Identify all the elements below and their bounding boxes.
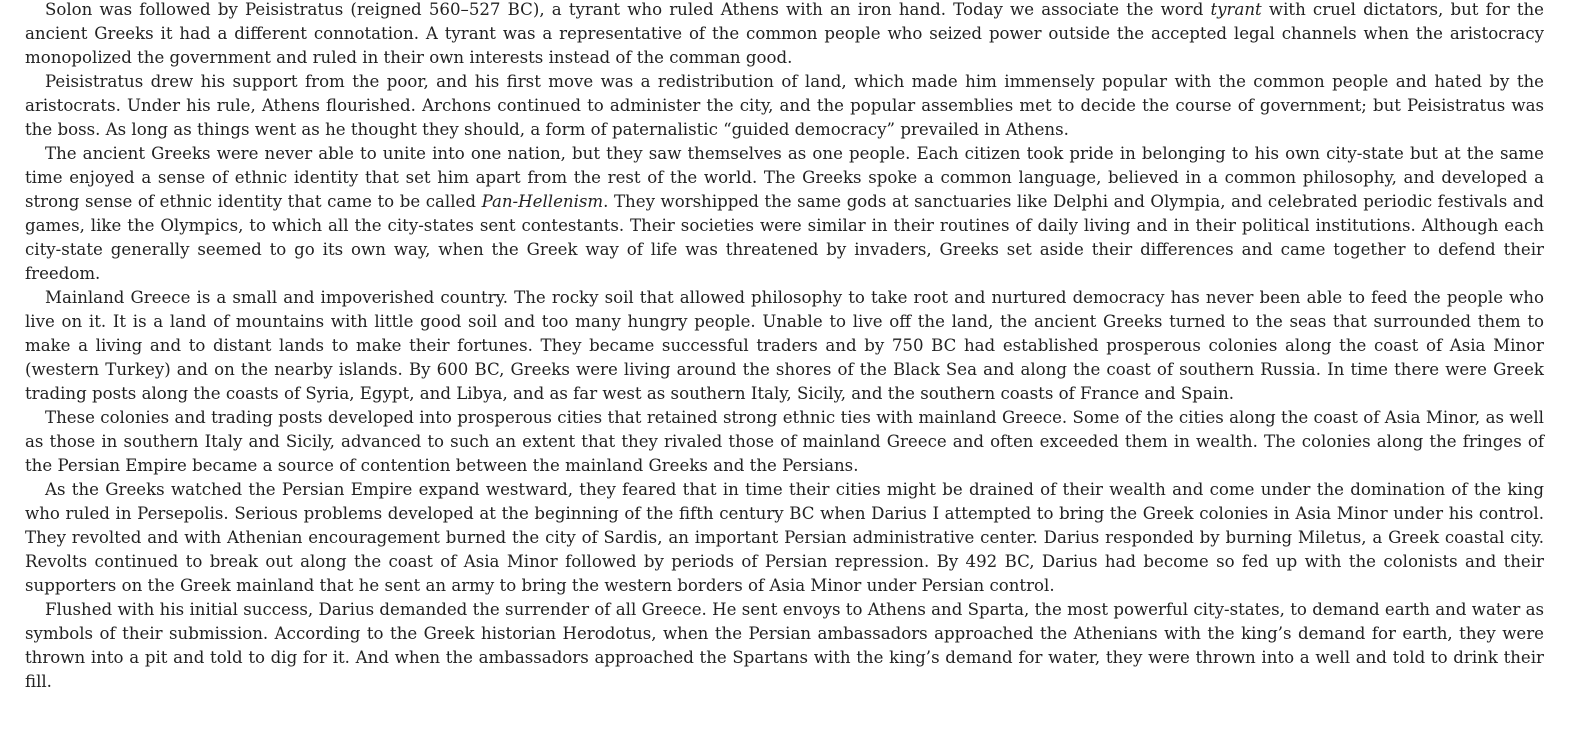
emphasis-tyrant: tyrant	[1210, 0, 1262, 19]
paragraph-pan-hellenism	[25, 142, 1544, 286]
paragraph-darius-demand	[25, 598, 1544, 694]
text-run: The ancient Greeks were never able to unite into one nation, but they saw themselves as one people. Each citizen took pride in belonging to his own city-state but at the same time enjoyed a sense of ethnic identity that set him apart from the rest of the world. The Greeks spoke a common language, believed in a common philosophy, and developed a strong sense of ethnic identity that came to be called	[25, 144, 1544, 211]
text-run: These colonies and trading posts developed into prosperous cities that retained strong ethnic ties with mainland Greece. Some of the cities along the coast of Asia Minor, as well as those in southern Italy and Sicily, advanced to such an extent that they rivaled those of mainland Greece and often exceeded them in wealth. The colonies along the fringes of the Persian Empire became a source of contention between the mainland Greeks and the Persians.	[25, 408, 1544, 475]
text-run: . They worshipped the same gods at sanctuaries like Delphi and Olympia, and celebrated periodic festivals and games, like the Olympics, to which all the city-states sent contestants. Their societies were similar in their routines of daily living and in their political institutions. Although each city-state generally seemed to go its own way, when the Greek way of life was threatened by invaders, Greeks set aside their differences and came together to defend their freedom.	[25, 192, 1545, 283]
text-run: As the Greeks watched the Persian Empire expand westward, they feared that in time their cities might be drained of their wealth and come under the domination of the king who ruled in Persepolis. Serious problems developed at the beginning of the fifth century BC when Darius I attempted to bring the Greek colonies in Asia Minor under his control. They revolted and with Athenian encouragement burned the city of Sardis, an important Persian administrative center. Darius responded by burning Miletus, a Greek coastal city. Revolts continued to break out along the coast of Asia Minor followed by periods of Persian repression. By 492 BC, Darius had become so fed up with the colonists and their supporters on the Greek mainland that he sent an army to bring the western borders of Asia Minor under Persian control.	[25, 480, 1544, 595]
paragraph-persian-empire	[25, 478, 1544, 598]
document-body	[25, 0, 1544, 694]
text-run: Flushed with his initial success, Darius demanded the surrender of all Greece. He sent envoys to Athens and Sparta, the most powerful city-states, to demand earth and water as symbols of their submission. According to the Greek historian Herodotus, when the Persian ambassadors approached the Athenians with the king’s demand for earth, they were thrown into a pit and told to dig for it. And when the ambassadors approached the Spartans with the king’s demand for water, they were thrown into a well and told to drink their fill.	[25, 600, 1544, 691]
text-run: with cruel dictators, but for the ancient Greeks it had a different connotation. A tyrant was a representative of the common people who seized power outside the accepted legal channels when the aristocracy monopolized the government and ruled in their own interests instead of the comman good.	[25, 0, 1544, 67]
text-run: Peisistratus drew his support from the poor, and his first move was a redistribution of land, which made him immensely popular with the common people and hated by the aristocrats. Under his rule, Athens flourished. Archons continued to administer the city, and the popular assemblies met to decide the course of government; but Peisistratus was the boss. As long as things went as he thought they should, a form of paternalistic “guided democracy” prevailed in Athens.	[25, 72, 1544, 139]
paragraph-peisistratus-support	[25, 70, 1544, 142]
text-run: Mainland Greece is a small and impoverished country. The rocky soil that allowed philosophy to take root and nurtured democracy has never been able to feed the people who live on it. It is a land of mountains with little good soil and too many hungry people. Unable to live off the land, the ancient Greeks turned to the seas that surrounded them to make a living and to distant lands to make their fortunes. They became successful traders and by 750 BC had established prosperous colonies along the coast of Asia Minor (western Turkey) and on the nearby islands. By 600 BC, Greeks were living around the shores of the Black Sea and along the coast of southern Russia. In time there were Greek trading posts along the coasts of Syria, Egypt, and Libya, and as far west as southern Italy, Sicily, and the southern coasts of France and Spain.	[25, 288, 1544, 403]
paragraph-peisistratus-tyrant	[25, 0, 1544, 70]
paragraph-colonies	[25, 406, 1544, 478]
emphasis-pan-hellenism: Pan-Hellenism	[481, 192, 604, 211]
paragraph-mainland-greece	[25, 286, 1544, 406]
text-run: Solon was followed by Peisistratus (reigned 560–527 BC), a tyrant who ruled Athens with an iron hand. Today we associate the word	[45, 0, 1211, 19]
